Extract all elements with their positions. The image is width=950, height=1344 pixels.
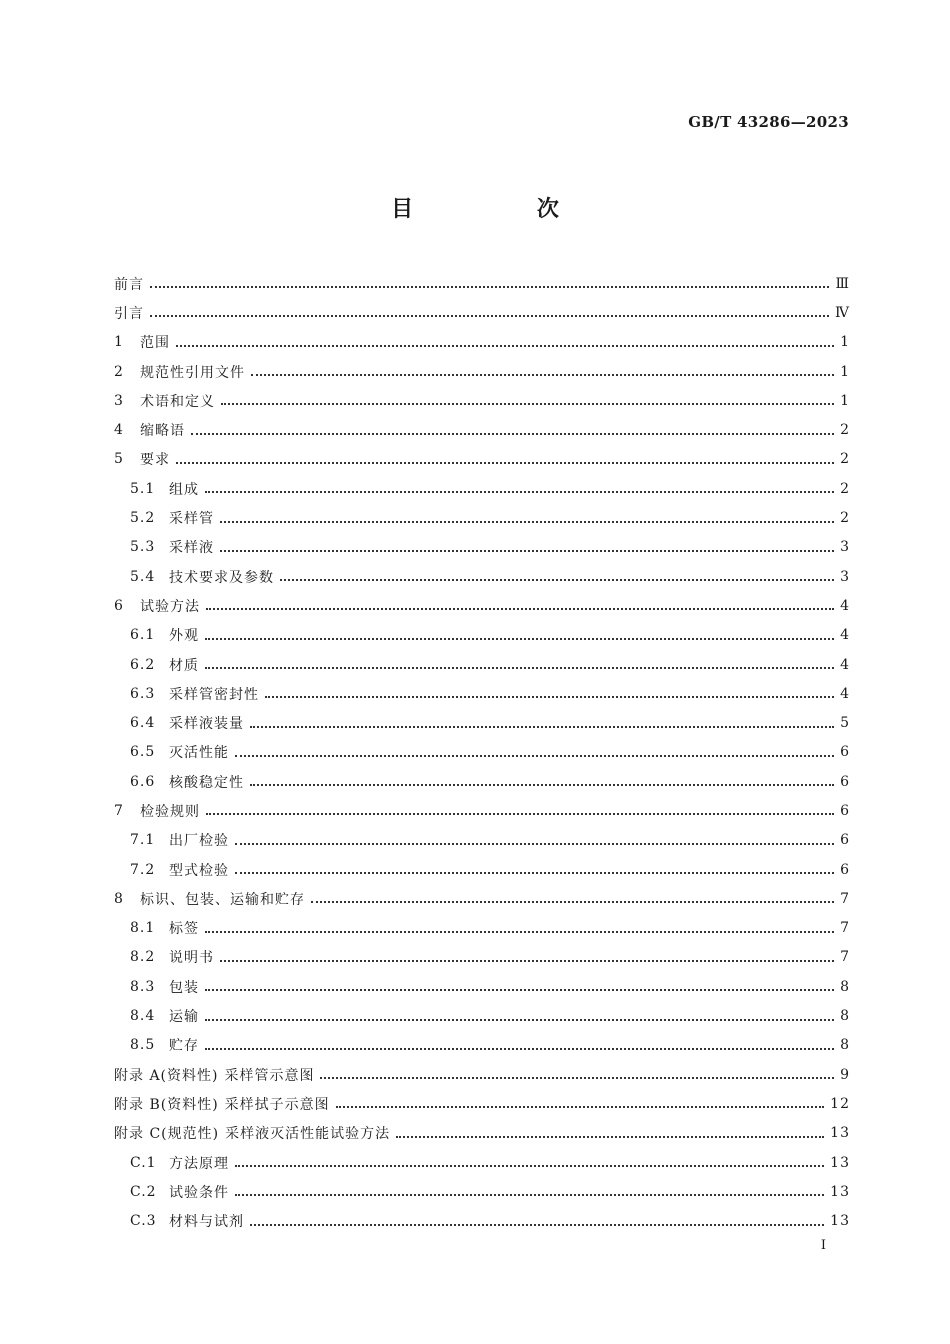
- toc-entry-page: 8: [840, 978, 850, 995]
- dot-leader: [205, 1018, 834, 1021]
- toc-entry[interactable]: [114, 562, 850, 591]
- dot-leader: [251, 373, 834, 376]
- toc-entry[interactable]: [114, 621, 850, 650]
- dot-leader: [280, 578, 834, 581]
- toc-entry-page: 7: [840, 890, 850, 907]
- dot-leader: [320, 1076, 834, 1079]
- toc-entry-title: 规范性引用文件: [140, 364, 245, 381]
- toc-entry[interactable]: [114, 298, 850, 327]
- toc-entry[interactable]: [114, 1001, 850, 1030]
- toc-entry-number: 5.2: [130, 510, 156, 527]
- toc-entry[interactable]: [114, 474, 850, 503]
- toc-entry-page: 9: [840, 1066, 850, 1083]
- toc-entry-number: 6.2: [130, 656, 156, 673]
- toc-entry-number: C.3: [130, 1213, 157, 1230]
- toc-entry-title: 运输: [169, 1009, 199, 1026]
- toc-entry[interactable]: [114, 972, 850, 1001]
- dot-leader: [250, 1223, 824, 1226]
- toc-entry-number: 8.1: [130, 920, 156, 937]
- toc-entry-title: 采样拭子示意图: [224, 1096, 330, 1113]
- toc-entry-title: 灭活性能: [169, 745, 229, 762]
- toc-entry[interactable]: [114, 1031, 850, 1060]
- toc-entry-number: 6.3: [130, 685, 156, 702]
- toc-entry-page: Ⅳ: [835, 304, 850, 321]
- toc-entry-title: 技术要求及参数: [169, 569, 274, 586]
- toc-entry-number: 8.2: [130, 949, 156, 966]
- dot-leader: [235, 842, 834, 845]
- toc-entry[interactable]: [114, 445, 850, 474]
- toc-entry[interactable]: [114, 533, 850, 562]
- dot-leader: [250, 725, 834, 728]
- dot-leader: [250, 783, 834, 786]
- dot-leader: [221, 402, 834, 405]
- toc-entry[interactable]: [114, 855, 850, 884]
- toc-entry-title: 包装: [169, 979, 199, 996]
- toc-entry-number: 4: [114, 422, 124, 439]
- dot-leader: [265, 695, 834, 698]
- toc-entry-number: 附录 A(资料性): [114, 1067, 219, 1084]
- toc-entry[interactable]: [114, 1148, 850, 1177]
- toc-entry[interactable]: [114, 767, 850, 796]
- dot-leader: [205, 637, 834, 640]
- table-of-contents: [114, 269, 850, 1236]
- toc-entry-page: 6: [840, 802, 850, 819]
- toc-entry-page: 8: [840, 1008, 850, 1025]
- dot-leader: [150, 285, 829, 288]
- toc-entry-page: 2: [840, 422, 850, 439]
- toc-entry-number: 2: [114, 363, 124, 380]
- toc-entry-number: 5.1: [130, 480, 156, 497]
- toc-entry-title: 采样管: [169, 511, 214, 528]
- toc-entry-page: 13: [830, 1213, 850, 1230]
- toc-entry-number: 8.3: [130, 978, 156, 995]
- toc-entry-number: 6.4: [130, 715, 156, 732]
- toc-entry-page: 6: [840, 744, 850, 761]
- toc-entry-page: 1: [840, 334, 850, 351]
- toc-entry-page: 5: [840, 715, 850, 732]
- dot-leader: [150, 314, 829, 317]
- toc-entry-title: 外观: [169, 628, 199, 645]
- toc-entry-title: 缩略语: [140, 423, 185, 440]
- toc-entry-page: 4: [840, 685, 850, 702]
- toc-entry[interactable]: [114, 328, 850, 357]
- toc-entry-title: 试验方法: [140, 598, 200, 615]
- toc-entry-title: 试验条件: [169, 1184, 229, 1201]
- toc-entry-page: 6: [840, 832, 850, 849]
- toc-entry-title: 采样管密封性: [169, 686, 259, 703]
- toc-entry[interactable]: [114, 679, 850, 708]
- toc-entry-number: 7.1: [130, 832, 156, 849]
- toc-entry[interactable]: [114, 796, 850, 825]
- toc-entry-title: 贮存: [169, 1038, 199, 1055]
- page-number: I: [820, 1238, 826, 1253]
- toc-entry-page: 13: [830, 1125, 850, 1142]
- toc-entry-title: 标签: [169, 921, 199, 938]
- toc-entry-title: 方法原理: [169, 1155, 229, 1172]
- toc-entry[interactable]: [114, 1119, 850, 1148]
- toc-entry[interactable]: [114, 415, 850, 444]
- toc-entry-title: 材质: [169, 657, 199, 674]
- toc-entry-number: 3: [114, 392, 124, 409]
- toc-entry-page: 7: [840, 920, 850, 937]
- toc-entry[interactable]: [114, 943, 850, 972]
- toc-entry-page: Ⅲ: [835, 275, 850, 292]
- toc-entry-title: 采样液: [169, 540, 214, 557]
- toc-entry-page: 13: [830, 1154, 850, 1171]
- toc-entry-page: 8: [840, 1037, 850, 1054]
- toc-entry[interactable]: [114, 1207, 850, 1236]
- toc-entry-title: 出厂检验: [169, 833, 229, 850]
- toc-entry-number: 8.4: [130, 1008, 156, 1025]
- dot-leader: [205, 1047, 834, 1050]
- dot-leader: [235, 754, 834, 757]
- toc-entry-number: 6.1: [130, 627, 156, 644]
- toc-entry-title: 采样管示意图: [224, 1067, 315, 1084]
- dot-leader: [220, 959, 834, 962]
- toc-entry-number: 5.4: [130, 568, 156, 585]
- toc-entry-page: 2: [840, 451, 850, 468]
- toc-entry-number: 6: [114, 597, 124, 614]
- toc-entry-number: 附录 C(规范性): [114, 1126, 220, 1143]
- toc-entry-page: 3: [840, 539, 850, 556]
- toc-entry-number: 附录 B(资料性): [114, 1096, 219, 1113]
- toc-entry-title: 核酸稳定性: [169, 774, 244, 791]
- toc-entry[interactable]: [114, 1089, 850, 1118]
- toc-entry-title: 引言: [114, 305, 144, 322]
- toc-entry-page: 13: [830, 1183, 850, 1200]
- toc-entry-title: 前言: [114, 276, 144, 293]
- toc-entry[interactable]: [114, 1060, 850, 1089]
- toc-entry[interactable]: [114, 738, 850, 767]
- toc-entry-title: 采样液灭活性能试验方法: [225, 1126, 391, 1143]
- toc-entry-page: 6: [840, 773, 850, 790]
- dot-leader: [235, 871, 834, 874]
- toc-title: 目 次: [391, 197, 617, 222]
- toc-entry[interactable]: [114, 269, 850, 298]
- dot-leader: [220, 549, 834, 552]
- toc-entry[interactable]: [114, 650, 850, 679]
- toc-entry-title: 组成: [169, 481, 199, 498]
- toc-entry-number: 6.5: [130, 744, 156, 761]
- toc-entry-page: 1: [840, 363, 850, 380]
- toc-entry-title: 采样液装量: [169, 716, 244, 733]
- dot-leader: [396, 1135, 824, 1138]
- toc-entry-page: 4: [840, 627, 850, 644]
- dot-leader: [205, 666, 834, 669]
- toc-entry-page: 4: [840, 597, 850, 614]
- toc-entry[interactable]: [114, 357, 850, 386]
- toc-entry[interactable]: [114, 1177, 850, 1206]
- toc-entry-title: 范围: [140, 335, 170, 352]
- toc-entry[interactable]: [114, 708, 850, 737]
- toc-entry-title: 材料与试剂: [169, 1214, 244, 1231]
- toc-entry[interactable]: [114, 386, 850, 415]
- dot-leader: [336, 1105, 825, 1108]
- dot-leader: [205, 988, 834, 991]
- toc-entry-page: 4: [840, 656, 850, 673]
- toc-entry-title: 检验规则: [140, 803, 200, 820]
- toc-entry[interactable]: [114, 914, 850, 943]
- toc-entry[interactable]: [114, 884, 850, 913]
- dot-leader: [220, 520, 834, 523]
- toc-entry-number: 1: [114, 334, 124, 351]
- toc-entry-title: 术语和定义: [140, 393, 215, 410]
- toc-entry-page: 6: [840, 861, 850, 878]
- dot-leader: [205, 930, 834, 933]
- toc-entry-number: C.1: [130, 1154, 157, 1171]
- toc-entry-page: 1: [840, 392, 850, 409]
- toc-entry-page: 2: [840, 480, 850, 497]
- toc-entry-number: 5: [114, 451, 124, 468]
- toc-entry[interactable]: [114, 503, 850, 532]
- toc-entry-title: 标识、包装、运输和贮存: [140, 891, 305, 908]
- dot-leader: [206, 607, 834, 610]
- document-number: GB/T 43286—2023: [688, 113, 849, 131]
- toc-entry-page: 3: [840, 568, 850, 585]
- toc-entry[interactable]: [114, 591, 850, 620]
- toc-entry-page: 7: [840, 949, 850, 966]
- dot-leader: [311, 900, 834, 903]
- toc-entry-page: 2: [840, 510, 850, 527]
- toc-entry-number: 7: [114, 802, 124, 819]
- toc-entry-number: 5.3: [130, 539, 156, 556]
- dot-leader: [235, 1164, 824, 1167]
- toc-entry-page: 12: [830, 1095, 850, 1112]
- toc-entry-number: 7.2: [130, 861, 156, 878]
- toc-entry-number: 8: [114, 890, 124, 907]
- dot-leader: [206, 812, 834, 815]
- toc-entry-title: 型式检验: [169, 862, 229, 879]
- toc-entry-title: 说明书: [169, 950, 214, 967]
- toc-entry[interactable]: [114, 826, 850, 855]
- toc-entry-number: 6.6: [130, 773, 156, 790]
- dot-leader: [191, 432, 834, 435]
- dot-leader: [176, 461, 834, 464]
- dot-leader: [205, 490, 834, 493]
- toc-entry-number: C.2: [130, 1183, 157, 1200]
- toc-entry-number: 8.5: [130, 1037, 156, 1054]
- toc-entry-title: 要求: [140, 452, 170, 469]
- dot-leader: [235, 1193, 824, 1196]
- dot-leader: [176, 344, 834, 347]
